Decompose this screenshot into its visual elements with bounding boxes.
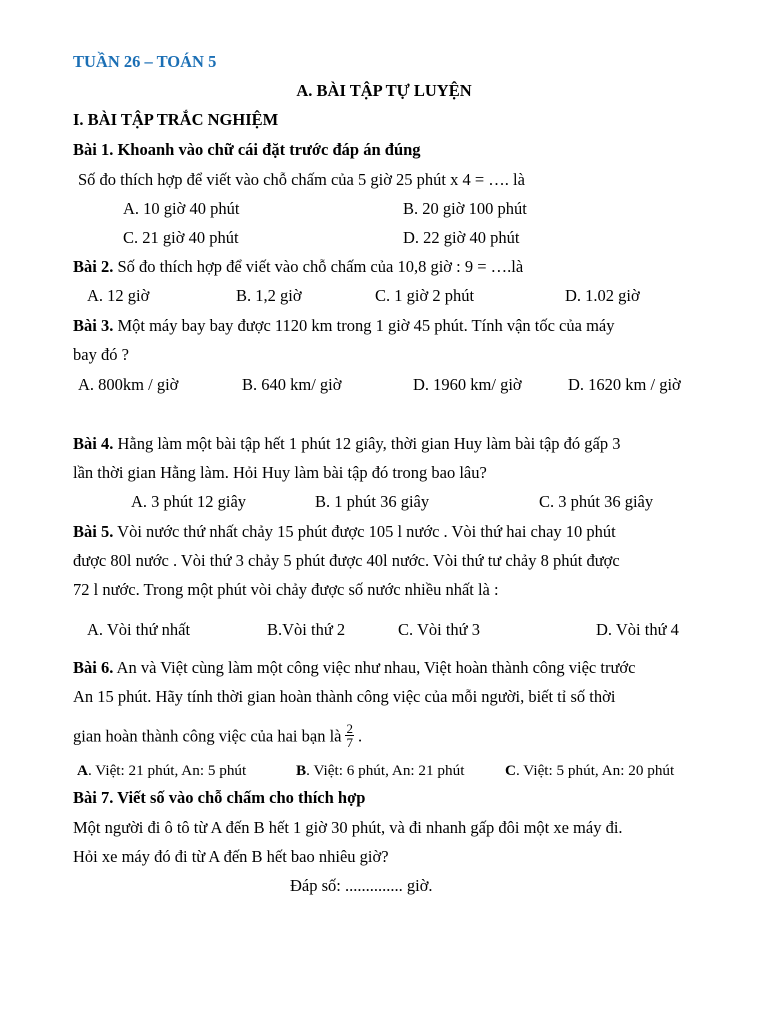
bai3-option-a[interactable]: A. 800km / giờ [78,375,179,394]
bai2-option-b[interactable]: B. 1,2 giờ [236,286,302,305]
bai2-option-a[interactable]: A. 12 giờ [87,286,150,305]
ratio-fraction: $\frac{2}{7}$ [346,721,353,750]
bai7-answer-blank[interactable]: Đáp số: .............. giờ. [290,876,433,895]
bai5-question-line2: được 80l nước . Vòi thứ 3 chảy 5 phút được 40l nước. Vòi thứ tư chảy 8 phút được [73,551,620,570]
bai7-heading: Bài 7. Viết số vào chỗ chấm cho thích hợp [73,788,366,807]
bai6-question-line3: gian hoàn thành công việc của hai bạn là $\frac{2}{7}$ . [73,721,363,750]
bai4-question-line2: lần thời gian Hằng làm. Hỏi Huy làm bài tập đó trong bao lâu? [73,463,487,482]
section-i-heading: I. BÀI TẬP TRẮC NGHIỆM [73,110,279,129]
bai3-question-line1: Bài 3. Một máy bay bay được 1120 km trong 1 giờ 45 phút. Tính vận tốc của máy [73,316,615,335]
bai6-option-c[interactable]: C. Việt: 5 phút, An: 20 phút [505,762,675,779]
bai1-option-b[interactable]: B. 20 giờ 100 phút [403,199,527,218]
bai2-question: Bài 2. Số đo thích hợp để viết vào chỗ chấm của 10,8 giờ : 9 = ….là [73,257,524,276]
bai4-option-c[interactable]: C. 3 phút 36 giây [539,492,654,511]
bai2-option-c[interactable]: C. 1 giờ 2 phút [375,286,475,305]
bai1-heading: Bài 1. Khoanh vào chữ cái đặt trước đáp án đúng [73,140,421,159]
bai3-option-d[interactable]: D. 1620 km / giờ [568,375,681,394]
bai3-option-b[interactable]: B. 640 km/ giờ [242,375,342,394]
bai5-option-c[interactable]: C. Vòi thứ 3 [398,620,480,639]
bai6-question-line2: An 15 phút. Hãy tính thời gian hoàn thành công việc của mỗi người, biết tỉ số thời [73,687,616,706]
bai5-question-line1: Bài 5. Vòi nước thứ nhất chảy 15 phút được 105 l nước . Vòi thứ hai chay 10 phút [73,522,616,541]
bai3-option-c[interactable]: D. 1960 km/ giờ [413,375,522,394]
bai3-question-line2: bay đó ? [73,345,129,364]
bai6-option-b[interactable]: B. Việt: 6 phút, An: 21 phút [296,762,465,779]
bai1-option-c[interactable]: C. 21 giờ 40 phút [123,228,239,247]
bai5-option-d[interactable]: D. Vòi thứ 4 [596,620,679,639]
bai5-question-line3: 72 l nước. Trong một phút vòi chảy được số nước nhiều nhất là : [73,580,499,599]
bai1-option-d[interactable]: D. 22 giờ 40 phút [403,228,520,247]
bai1-option-a[interactable]: A. 10 giờ 40 phút [123,199,240,218]
bai7-question-line2: Hỏi xe máy đó đi từ A đến B hết bao nhiêu giờ? [73,847,389,866]
section-a-heading: A. BÀI TẬP TỰ LUYỆN [296,81,472,100]
bai4-option-b[interactable]: B. 1 phút 36 giây [315,492,430,511]
bai4-option-a[interactable]: A. 3 phút 12 giây [131,492,247,511]
bai4-question-line1: Bài 4. Hằng làm một bài tập hết 1 phút 12 giây, thời gian Huy làm bài tập đó gấp 3 [73,434,621,453]
bai6-question-line1: Bài 6. An và Việt cùng làm một công việc như nhau, Việt hoàn thành công việc trước [73,658,636,677]
bai7-question-line1: Một người đi ô tô từ A đến B hết 1 giờ 30 phút, và đi nhanh gấp đôi một xe máy đi. [73,818,623,837]
bai5-option-b[interactable]: B.Vòi thứ 2 [267,620,346,639]
bai1-question: Số đo thích hợp để viết vào chỗ chấm của 5 giờ 25 phút x 4 = …. là [78,170,525,189]
week-title: TUẦN 26 – TOÁN 5 [73,52,217,71]
bai6-option-a[interactable]: A. Việt: 21 phút, An: 5 phút [77,762,247,779]
bai2-option-d[interactable]: D. 1.02 giờ [565,286,640,305]
bai5-option-a[interactable]: A. Vòi thứ nhất [87,620,191,639]
